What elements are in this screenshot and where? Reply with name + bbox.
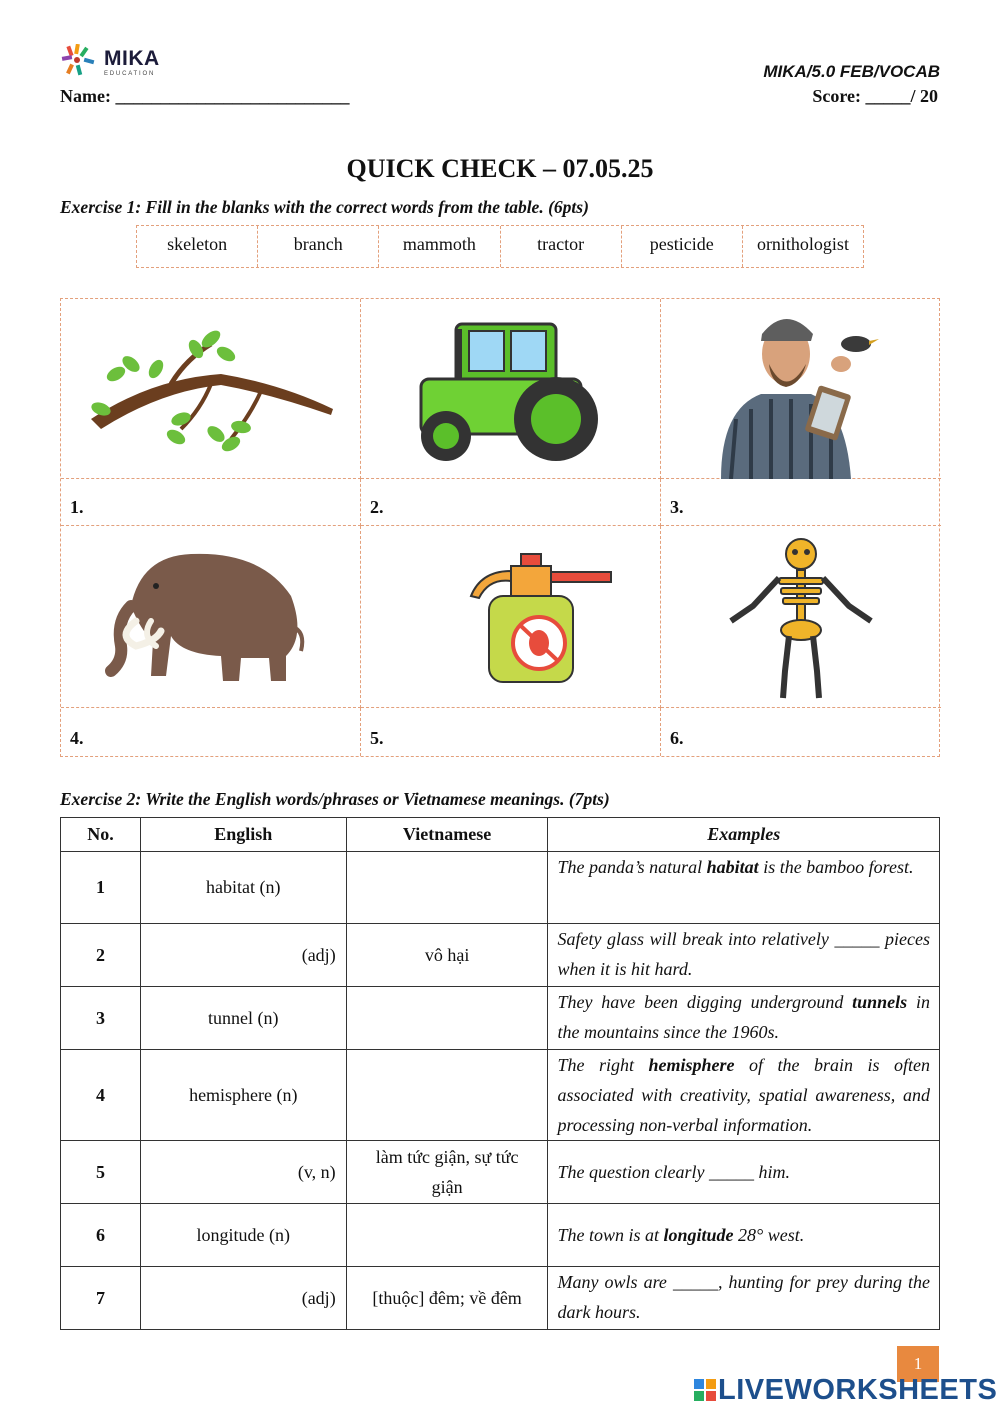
vietnamese-answer-cell[interactable]: [346, 987, 548, 1050]
exercise2-instruction: Exercise 2: Write the English words/phrases or Vietnamese meanings. (7pts): [60, 789, 610, 809]
picture-cell-4: [61, 526, 361, 708]
table-row: [61, 852, 940, 924]
exercise1-instruction: Exercise 1: Fill in the blanks with the correct words from the table. (6pts): [60, 197, 589, 217]
liveworksheets-icon: [694, 1379, 716, 1401]
answer-cell-3[interactable]: [661, 479, 941, 526]
liveworksheets-watermark: [694, 1370, 997, 1410]
english-cell: longitude (n): [140, 1204, 346, 1267]
english-cell: habitat (n): [140, 852, 346, 924]
name-field[interactable]: Name: __________________________: [60, 86, 350, 106]
vietnamese-answer-cell[interactable]: [346, 1050, 548, 1141]
table-header-row: [61, 818, 940, 852]
picture-number-3: 3.: [670, 497, 684, 517]
skeleton-icon: [661, 526, 941, 708]
col-header-examples: Examples: [548, 818, 940, 852]
logo-subtext: EDUCATION: [104, 71, 156, 77]
tractor-icon: [361, 299, 661, 479]
word-bank-item: pesticide: [622, 226, 743, 267]
picture-cell-3: [661, 299, 941, 479]
vietnamese-cell: làm tức giận, sự tức giận: [346, 1141, 548, 1204]
example-cell: The right hemisphere of the brain is often associated with creativity, spatial awareness, and processing non-verbal information.: [548, 1050, 940, 1141]
row-number: 6: [61, 1204, 141, 1267]
picture-cell-6: [661, 526, 941, 708]
picture-number-4: 4.: [70, 728, 84, 748]
table-row: [61, 1141, 940, 1204]
example-cell: The question clearly _____ him.: [548, 1141, 940, 1204]
word-bank-item: ornithologist: [756, 234, 849, 254]
word-bank-item: skeleton: [137, 226, 258, 267]
word-bank-item: tractor: [501, 226, 622, 267]
picture-grid: [60, 298, 940, 757]
example-cell: The panda’s natural habitat is the bamboo forest.: [548, 852, 940, 924]
answer-cell-1[interactable]: [61, 479, 361, 526]
example-cell: They have been digging underground tunnels in the mountains since the 1960s.: [548, 987, 940, 1050]
picture-number-6: 6.: [670, 728, 684, 748]
english-cell: tunnel (n): [140, 987, 346, 1050]
answer-cell-2[interactable]: [361, 479, 661, 526]
table-row: [61, 924, 940, 987]
page-number: 1: [897, 1346, 939, 1382]
mammoth-icon: [61, 526, 361, 708]
row-number: 4: [61, 1050, 141, 1141]
row-number: 2: [61, 924, 141, 987]
table-row: [61, 1267, 940, 1330]
answer-cell-6[interactable]: [661, 708, 941, 756]
picture-number-2: 2.: [370, 497, 384, 517]
english-answer-cell[interactable]: (v, n): [140, 1141, 346, 1204]
page-title: QUICK CHECK – 07.05.25: [346, 154, 654, 183]
col-header-vietnamese: Vietnamese: [346, 818, 548, 852]
word-bank-item: branch: [258, 226, 379, 267]
ornithologist-icon: [661, 299, 941, 479]
table-row: [61, 1050, 940, 1141]
english-answer-cell[interactable]: (adj): [140, 1267, 346, 1330]
table-row: [61, 987, 940, 1050]
example-cell: The town is at longitude 28° west.: [548, 1204, 940, 1267]
answer-cell-5[interactable]: [361, 708, 661, 756]
picture-cell-5: [361, 526, 661, 708]
vietnamese-cell: [thuộc] đêm; về đêm: [346, 1267, 548, 1330]
answer-cell-4[interactable]: [61, 708, 361, 756]
word-bank-item: mammoth: [379, 226, 500, 267]
col-header-no: No.: [61, 818, 141, 852]
picture-number-5: 5.: [370, 728, 384, 748]
example-cell: Many owls are _____, hunting for prey during the dark hours.: [548, 1267, 940, 1330]
row-number: 7: [61, 1267, 141, 1330]
picture-cell-2: [361, 299, 661, 479]
vietnamese-cell: vô hại: [346, 924, 548, 987]
vocab-table: [60, 817, 940, 1330]
pesticide-icon: [361, 526, 661, 708]
english-cell: hemisphere (n): [140, 1050, 346, 1141]
row-number: 3: [61, 987, 141, 1050]
watermark-text: LIVEWORKSHEETS: [718, 1373, 998, 1406]
row-number: 5: [61, 1141, 141, 1204]
branch-icon: [61, 299, 361, 479]
logo-text: MIKA: [104, 47, 160, 70]
col-header-english: English: [140, 818, 346, 852]
vietnamese-answer-cell[interactable]: [346, 1204, 548, 1267]
worksheet-code: MIKA/5.0 FEB/VOCAB: [763, 62, 940, 81]
score-field[interactable]: Score: _____/ 20: [812, 86, 938, 106]
picture-number-1: 1.: [70, 497, 84, 517]
example-cell: Safety glass will break into relatively _____ pieces when it is hit hard.: [548, 924, 940, 987]
mika-logo-icon: [60, 44, 100, 78]
mika-logo: [60, 44, 170, 84]
table-row: [61, 1204, 940, 1267]
word-bank: [136, 225, 864, 268]
row-number: 1: [61, 852, 141, 924]
picture-cell-1: [61, 299, 361, 479]
english-answer-cell[interactable]: (adj): [140, 924, 346, 987]
vietnamese-answer-cell[interactable]: [346, 852, 548, 924]
